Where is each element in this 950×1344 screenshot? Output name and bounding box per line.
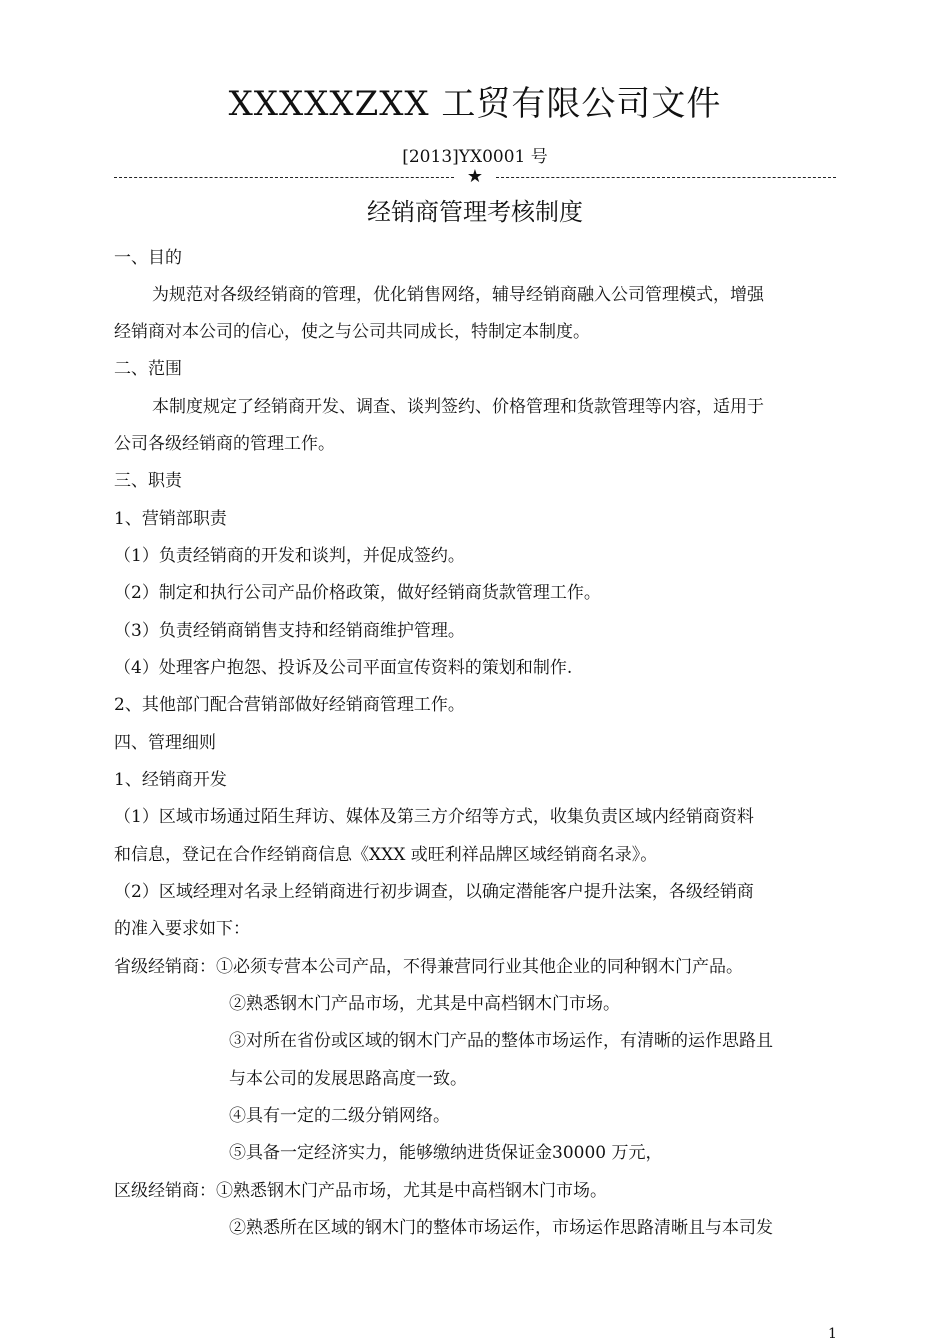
page-number: 1 <box>828 1326 837 1342</box>
paragraph-line: 本制度规定了经销商开发、调查、谈判签约、价格管理和货款管理等内容，适用于 <box>152 397 764 417</box>
list-item: （2）制定和执行公司产品价格政策，做好经销商货款管理工作。 <box>114 583 601 603</box>
section-heading-details: 四、管理细则 <box>114 733 216 753</box>
requirement-line: 区级经销商：①熟悉钢木门产品市场，尤其是中高档钢木门市场。 <box>114 1181 607 1201</box>
paragraph-line: 的准入要求如下： <box>114 919 250 939</box>
requirement-line: ④具有一定的二级分销网络。 <box>229 1106 450 1126</box>
section-heading-duties: 三、职责 <box>114 471 182 491</box>
subsection-heading: 1、经销商开发 <box>114 770 227 790</box>
paragraph-line: 公司各级经销商的管理工作。 <box>114 434 335 454</box>
document-number: [2013]YX0001 号 <box>402 147 548 167</box>
header-divider <box>114 166 836 188</box>
subsection-heading: 1、营销部职责 <box>114 509 227 529</box>
document-title: XXXXXZXX 工贸有限公司文件 <box>228 84 722 124</box>
requirement-line: ②熟悉钢木门产品市场，尤其是中高档钢木门市场。 <box>229 994 620 1014</box>
paragraph-line: 经销商对本公司的信心，使之与公司共同成长，特制定本制度。 <box>114 322 590 342</box>
section-heading-scope: 二、范围 <box>114 359 182 379</box>
list-item: （4）处理客户抱怨、投诉及公司平面宣传资料的策划和制作. <box>114 658 573 678</box>
star-icon: ★ <box>466 166 484 187</box>
list-item: （1）负责经销商的开发和谈判，并促成签约。 <box>114 546 465 566</box>
requirement-line: ⑤具备一定经济实力，能够缴纳进货保证金30000 万元， <box>229 1143 663 1163</box>
list-item: （3）负责经销商销售支持和经销商维护管理。 <box>114 621 465 641</box>
list-item: （1）区域市场通过陌生拜访、媒体及第三方介绍等方式，收集负责区域内经销商资料 <box>114 807 754 827</box>
list-item: （2）区域经理对名录上经销商进行初步调查，以确定潜能客户提升法案，各级经销商 <box>114 882 754 902</box>
paragraph-line: 为规范对各级经销商的管理，优化销售网络，辅导经销商融入公司管理模式，增强 <box>152 285 764 305</box>
divider-dash-right <box>496 177 836 178</box>
requirement-line: ②熟悉所在区域的钢木门的整体市场运作，市场运作思路清晰且与本司发 <box>229 1218 773 1238</box>
requirement-line: 省级经销商：①必须专营本公司产品，不得兼营同行业其他企业的同种钢木门产品。 <box>114 957 743 977</box>
subsection-heading: 2、其他部门配合营销部做好经销商管理工作。 <box>114 695 465 715</box>
document-subtitle: 经销商管理考核制度 <box>367 198 583 226</box>
requirement-line: ③对所在省份或区域的钢木门产品的整体市场运作，有清晰的运作思路且 <box>229 1031 773 1051</box>
requirement-line: 与本公司的发展思路高度一致。 <box>229 1069 467 1089</box>
divider-dash-left <box>114 177 454 178</box>
paragraph-line: 和信息，登记在合作经销商信息《XXX 或旺利祥品牌区域经销商名录》。 <box>114 845 658 865</box>
section-heading-purpose: 一、目的 <box>114 248 182 268</box>
